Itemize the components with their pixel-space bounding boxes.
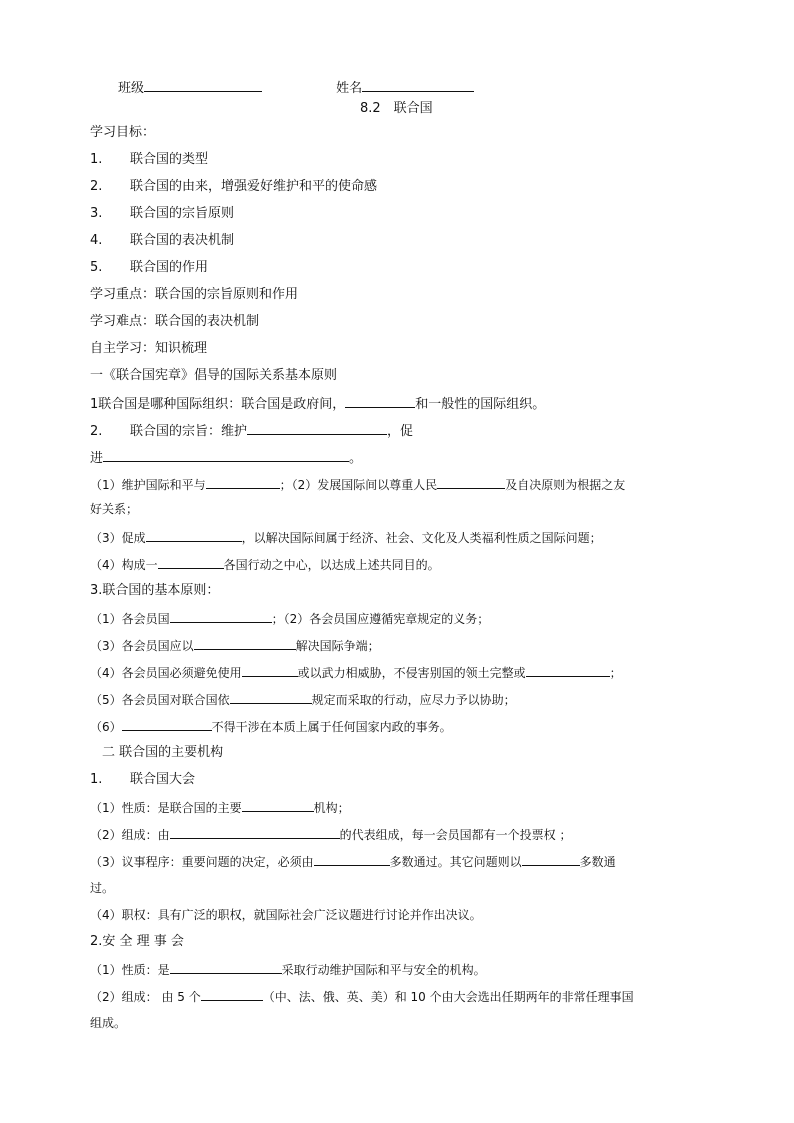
purpose-1-2: （1）维护国际和平与 ；（2）发展国际间以尊重人民 及自决原则为根据之友 (90, 475, 625, 494)
difficulty-line: 学习难点：联合国的表决机制 (90, 314, 260, 329)
purpose-1-2-cont: 好关系； (90, 502, 139, 516)
ga-nature: （1）性质：是联合国的主要 机构； (90, 798, 350, 817)
answer-blank[interactable] (247, 421, 387, 435)
purpose-4: （4）构成一 各国行动之中心，以达成上述共同目的。 (90, 555, 440, 574)
answer-blank[interactable] (194, 636, 296, 650)
header-row (118, 78, 474, 98)
organ-2-heading: 2.安 全 理 事 会 (90, 934, 184, 949)
answer-blank[interactable] (242, 663, 298, 677)
page-title: 8.2 联合国 (360, 101, 433, 116)
answer-blank[interactable] (522, 852, 580, 866)
answer-blank[interactable] (206, 475, 280, 489)
goal-item: 1. 联合国的类型 (90, 152, 209, 167)
answer-blank[interactable] (230, 690, 312, 704)
answer-blank[interactable] (170, 609, 272, 623)
answer-blank[interactable] (526, 663, 610, 677)
section1-title: 一《联合国宪章》倡导的国际关系基本原则 (90, 368, 338, 383)
answer-blank[interactable] (170, 960, 282, 974)
goal-item: 4. 联合国的表决机制 (90, 233, 235, 248)
goal-item: 2. 联合国的由来，增强爱好维护和平的使命感 (90, 179, 378, 194)
answer-blank[interactable] (201, 987, 263, 1001)
focus-line: 学习重点：联合国的宗旨原则和作用 (90, 287, 299, 302)
section2-title: 二 联合国的主要机构 (102, 745, 224, 760)
sc-composition-cont: 组成。 (90, 1016, 127, 1030)
principle-4: （4）各会员国必须避免使用 或以武力相威胁，不侵害别国的领土完整或 ； (90, 663, 622, 682)
class-label: 班级 (118, 81, 145, 96)
goals-heading: 学习目标： (90, 125, 156, 140)
class-blank[interactable] (144, 78, 262, 92)
name-label: 姓名 (336, 81, 363, 96)
answer-blank[interactable] (170, 825, 340, 839)
goal-item: 3. 联合国的宗旨原则 (90, 206, 235, 221)
principle-1-2: （1）各会员国 ；（2）各会员国应遵循宪章规定的义务； (90, 609, 489, 628)
answer-blank[interactable] (122, 717, 212, 731)
answer-blank[interactable] (146, 528, 242, 542)
question-2-cont: 进 。 (90, 448, 362, 468)
answer-blank[interactable] (345, 394, 415, 408)
answer-blank[interactable] (103, 448, 349, 462)
principle-5: （5）各会员国对联合国依 规定而采取的行动，应尽力予以协助； (90, 690, 516, 709)
question-2: 2. 联合国的宗旨：维护 ，促 (90, 421, 413, 441)
answer-blank[interactable] (242, 798, 314, 812)
principle-6: （6） 不得干涉在本质上属于任何国家内政的事务。 (90, 717, 452, 736)
selfstudy-line: 自主学习：知识梳理 (90, 341, 208, 356)
sc-composition: （2）组成： 由 5 个 （中、法、俄、英、美）和 10 个由大会选出任期两年的非常任理事国 (90, 987, 634, 1006)
name-blank[interactable] (362, 78, 474, 92)
sc-nature: （1）性质：是 采取行动维护国际和平与安全的机构。 (90, 960, 486, 979)
question-1: 1联合国是哪种国际组织：联合国是政府间， 和一般性的国际组织。 (90, 394, 545, 414)
answer-blank[interactable] (314, 852, 390, 866)
question-3: 3.联合国的基本原则： (90, 583, 220, 598)
ga-procedure: （3）议事程序：重要问题的决定，必须由 多数通过。其它问题则以 多数通 (90, 852, 616, 871)
goal-item: 5. 联合国的作用 (90, 260, 209, 275)
ga-composition: （2）组成：由 的代表组成，每一会员国都有一个投票权 ； (90, 825, 571, 844)
ga-powers: （4）职权：具有广泛的职权，就国际社会广泛议题进行讨论并作出决议。 (90, 908, 482, 922)
organ-1-heading: 1. 联合国大会 (90, 772, 196, 787)
principle-3: （3）各会员国应以 解决国际争端； (90, 636, 380, 655)
purpose-3: （3）促成 ，以解决国际间属于经济、社会、文化及人类福利性质之国际问题； (90, 528, 602, 547)
answer-blank[interactable] (437, 475, 505, 489)
answer-blank[interactable] (158, 555, 224, 569)
ga-procedure-cont: 过。 (90, 881, 115, 895)
